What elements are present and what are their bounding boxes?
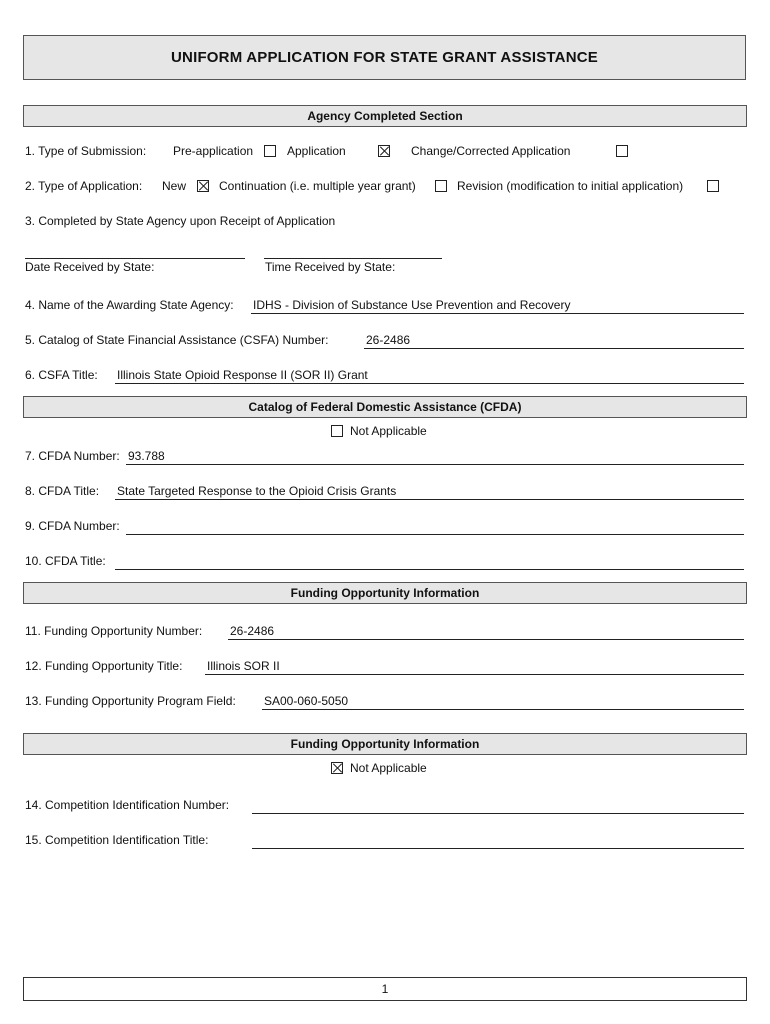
cfda-number-2-field[interactable] bbox=[126, 534, 744, 535]
q4-label: 4. Name of the Awarding State Agency: bbox=[25, 298, 234, 312]
q9-label: 9. CFDA Number: bbox=[25, 519, 120, 533]
page-number: 1 bbox=[23, 977, 747, 1001]
q1-changed-checkbox[interactable] bbox=[616, 145, 628, 157]
section-header-agency: Agency Completed Section bbox=[23, 105, 747, 127]
q8-label: 8. CFDA Title: bbox=[25, 484, 100, 498]
cfda-title-2-field[interactable] bbox=[115, 569, 744, 570]
time-received-field[interactable] bbox=[264, 258, 442, 259]
competition-id-number-field[interactable] bbox=[252, 813, 744, 814]
cfda-title-field[interactable]: State Targeted Response to the Opioid Crisis Grants bbox=[117, 484, 397, 498]
q1-option-changed-label: Change/Corrected Application bbox=[411, 144, 571, 158]
q2-option-continuation-label: Continuation (i.e. multiple year grant) bbox=[219, 179, 416, 193]
competition-not-applicable-checkbox[interactable] bbox=[331, 762, 343, 774]
date-received-field[interactable] bbox=[25, 258, 245, 259]
section-header-cfda: Catalog of Federal Domestic Assistance (CFDA) bbox=[23, 396, 747, 418]
program-field-field[interactable]: SA00-060-5050 bbox=[264, 694, 349, 708]
q1-option-application-label: Application bbox=[287, 144, 346, 158]
awarding-agency-field[interactable]: IDHS - Division of Substance Use Prevention and Recovery bbox=[253, 298, 571, 312]
q6-label: 6. CSFA Title: bbox=[25, 368, 98, 382]
q13-label: 13. Funding Opportunity Program Field: bbox=[25, 694, 236, 708]
cfda-not-applicable-checkbox[interactable] bbox=[331, 425, 343, 437]
q5-underline bbox=[364, 348, 744, 349]
q1-label: 1. Type of Submission: bbox=[25, 144, 147, 158]
q11-label: 11. Funding Opportunity Number: bbox=[25, 624, 203, 638]
q8-underline bbox=[115, 499, 744, 500]
q1-option-preapplication-label: Pre-application bbox=[173, 144, 254, 158]
q2-continuation-checkbox[interactable] bbox=[435, 180, 447, 192]
section-header-funding-2: Funding Opportunity Information bbox=[23, 733, 747, 755]
q7-label: 7. CFDA Number: bbox=[25, 449, 120, 463]
q15-label: 15. Competition Identification Title: bbox=[25, 833, 209, 847]
q12-underline bbox=[205, 674, 744, 675]
q2-revision-checkbox[interactable] bbox=[707, 180, 719, 192]
funding-opportunity-number-field[interactable]: 26-2486 bbox=[230, 624, 275, 638]
q2-new-checkbox[interactable] bbox=[197, 180, 209, 192]
q1-preapplication-checkbox[interactable] bbox=[264, 145, 276, 157]
competition-not-applicable-label: Not Applicable bbox=[350, 761, 427, 775]
q5-label: 5. Catalog of State Financial Assistance (CSFA) Number: bbox=[25, 333, 329, 347]
q6-underline bbox=[115, 383, 744, 384]
date-received-label: Date Received by State: bbox=[25, 260, 155, 274]
competition-id-title-field[interactable] bbox=[252, 848, 744, 849]
q11-underline bbox=[228, 639, 744, 640]
q7-underline bbox=[126, 464, 744, 465]
q1-application-checkbox[interactable] bbox=[378, 145, 390, 157]
time-received-label: Time Received by State: bbox=[265, 260, 396, 274]
q10-label: 10. CFDA Title: bbox=[25, 554, 106, 568]
csfa-title-field[interactable]: Illinois State Opioid Response II (SOR II) Grant bbox=[117, 368, 368, 382]
q2-option-new-label: New bbox=[162, 179, 187, 193]
cfda-not-applicable-label: Not Applicable bbox=[350, 424, 427, 438]
q2-option-revision-label: Revision (modification to initial application) bbox=[457, 179, 684, 193]
csfa-number-field[interactable]: 26-2486 bbox=[366, 333, 411, 347]
q3-label: 3. Completed by State Agency upon Receipt of Application bbox=[25, 214, 336, 228]
form-title: UNIFORM APPLICATION FOR STATE GRANT ASSISTANCE bbox=[23, 35, 746, 80]
funding-opportunity-title-field[interactable]: Illinois SOR II bbox=[207, 659, 280, 673]
q14-label: 14. Competition Identification Number: bbox=[25, 798, 230, 812]
q12-label: 12. Funding Opportunity Title: bbox=[25, 659, 183, 673]
q4-underline bbox=[251, 313, 744, 314]
cfda-number-field[interactable]: 93.788 bbox=[128, 449, 165, 463]
q13-underline bbox=[262, 709, 744, 710]
section-header-funding-1: Funding Opportunity Information bbox=[23, 582, 747, 604]
q2-label: 2. Type of Application: bbox=[25, 179, 143, 193]
